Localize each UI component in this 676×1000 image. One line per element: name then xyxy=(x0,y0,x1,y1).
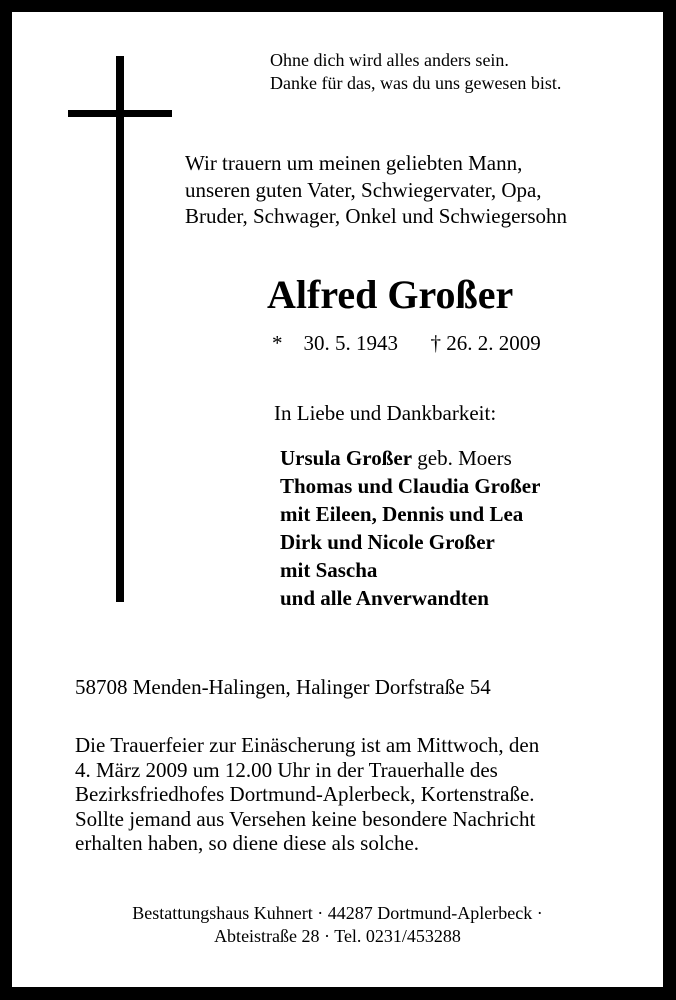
family-list xyxy=(280,444,540,612)
intro-line: Bruder, Schwager, Onkel und Schwiegersohn xyxy=(185,204,568,228)
life-dates xyxy=(272,330,541,356)
service-details xyxy=(75,733,539,856)
cross-horizontal-bar xyxy=(68,110,172,117)
family-line xyxy=(280,444,540,472)
service-line: 4. März 2009 um 12.00 Uhr in der Trauerhalle des xyxy=(75,757,498,782)
cross-vertical-bar xyxy=(116,56,124,602)
quote-line: Danke für das, was du uns gewesen bist. xyxy=(270,73,562,93)
funeral-home-line: Abteistraße 28 · Tel. 0231/453288 xyxy=(214,926,461,946)
obituary-notice xyxy=(12,12,663,987)
death-cross-icon: † xyxy=(430,331,441,355)
family-line: mit Sascha xyxy=(280,558,378,582)
funeral-home-line: Bestattungshaus Kuhnert · 44287 Dortmund-Aplerbeck · xyxy=(132,903,543,923)
family-line: Dirk und Nicole Großer xyxy=(280,530,495,554)
family-line: mit Eileen, Dennis und Lea xyxy=(280,502,524,526)
mourning-intro xyxy=(185,150,567,230)
deceased-name: Alfred Großer xyxy=(267,272,514,317)
intro-line: unseren guten Vater, Schwiegervater, Opa, xyxy=(185,177,542,202)
widow-name: Ursula Großer xyxy=(280,446,413,470)
family-address: 58708 Menden-Halingen, Halinger Dorfstraße 54 xyxy=(75,675,491,699)
birth-star-icon: * xyxy=(272,331,283,355)
widow-maiden-name: geb. Moers xyxy=(412,446,512,470)
family-line: und alle Anverwandten xyxy=(280,586,489,610)
family-line: Thomas und Claudia Großer xyxy=(280,474,541,498)
memorial-quote xyxy=(270,49,561,95)
funeral-home-info xyxy=(12,902,663,948)
service-line: erhalten haben, so diene diese als solche. xyxy=(75,831,420,855)
death-date: 26. 2. 2009 xyxy=(446,331,541,355)
intro-line: Wir trauern um meinen geliebten Mann, xyxy=(185,151,523,175)
birth-date: 30. 5. 1943 xyxy=(303,331,398,355)
closing-phrase: In Liebe und Dankbarkeit: xyxy=(274,401,497,425)
quote-line: Ohne dich wird alles anders sein. xyxy=(270,50,509,70)
service-line: Sollte jemand aus Versehen keine besondere Nachricht xyxy=(75,806,536,831)
service-line: Bezirksfriedhofes Dortmund-Aplerbeck, Kortenstraße. xyxy=(75,782,535,806)
service-line: Die Trauerfeier zur Einäscherung ist am Mittwoch, den xyxy=(75,733,540,757)
